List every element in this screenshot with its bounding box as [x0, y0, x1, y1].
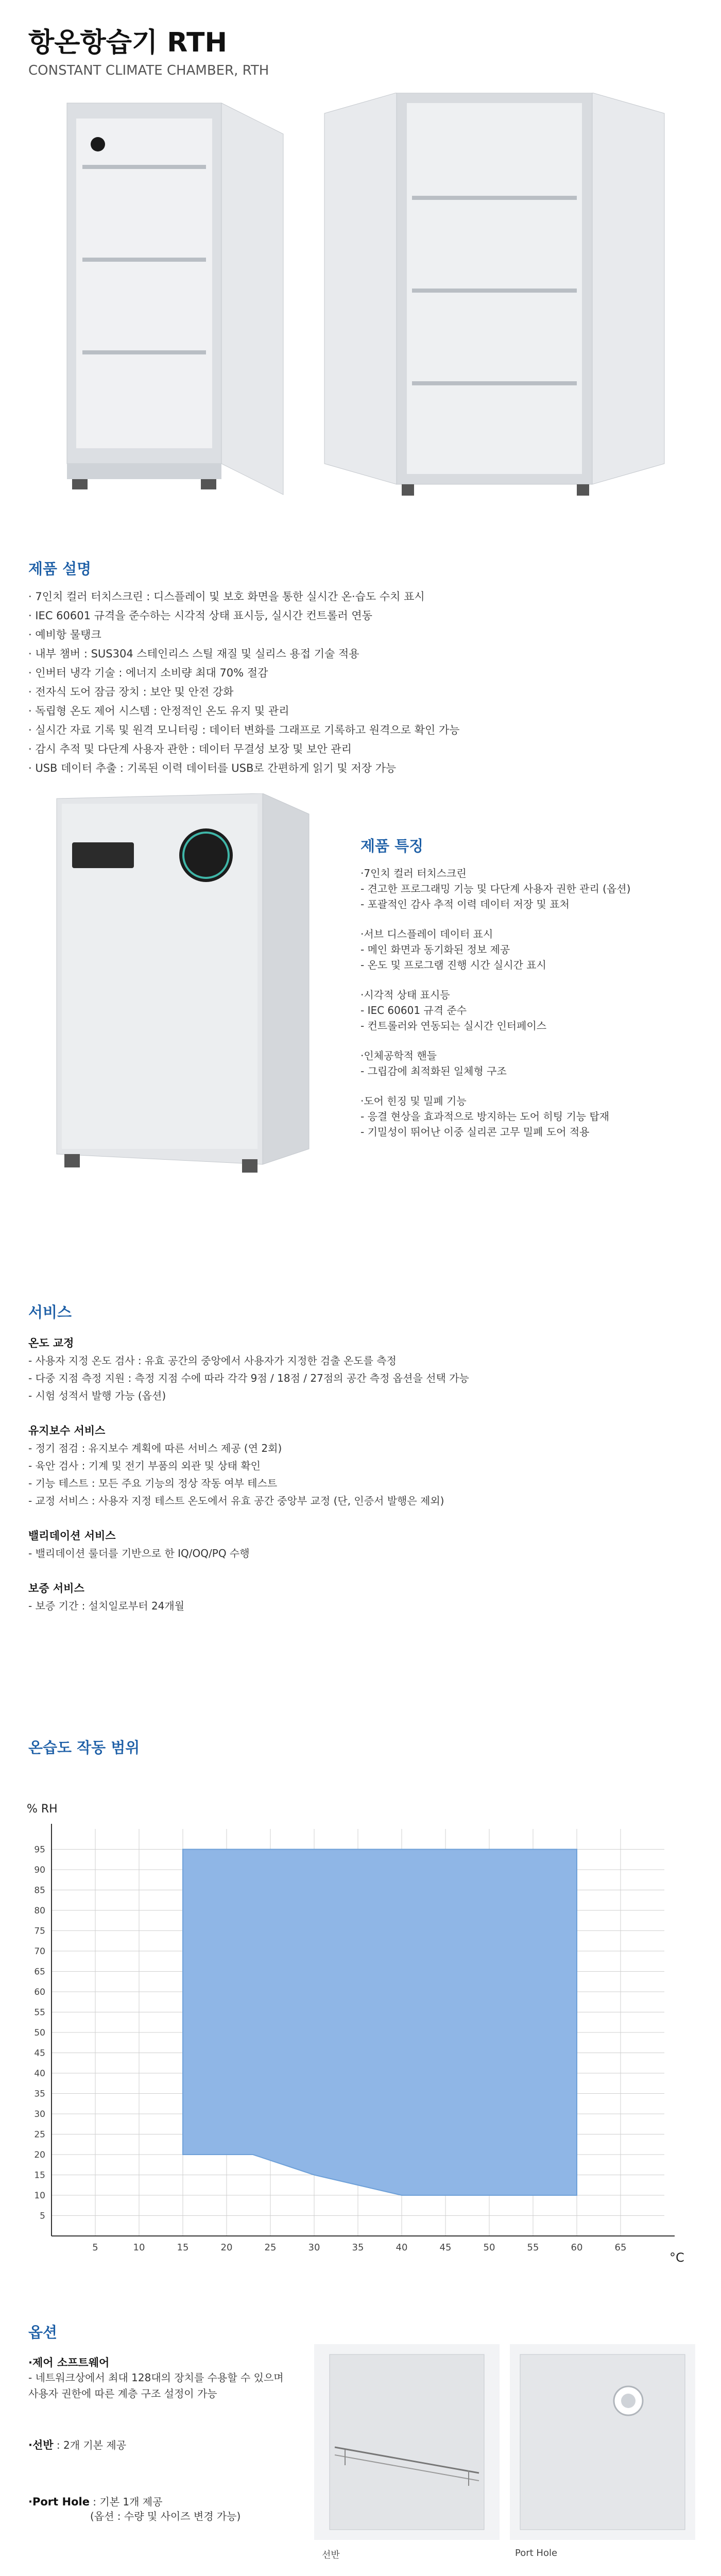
x-tick-label: 20: [220, 2242, 233, 2253]
service-line: - 기능 테스트 : 모든 주요 기능의 정상 작동 여부 테스트: [28, 1477, 278, 1489]
option-line: : 기본 1개 제공: [89, 2496, 163, 2508]
y-tick-label: 65: [34, 1967, 45, 1977]
service-line: - 교정 서비스 : 사용자 지정 테스트 온도에서 유효 공간 중앙부 교정 (단, 인증서 발행은 제외): [28, 1495, 444, 1507]
port-hole-caption: Port Hole: [515, 2548, 558, 2558]
y-tick-label: 25: [34, 2129, 45, 2140]
x-tick-label: 25: [264, 2242, 277, 2253]
service-title: 유지보수 서비스: [28, 1425, 106, 1437]
x-axis-unit: °C: [670, 2250, 684, 2265]
option-line: - 네트워크상에서 최대 128대의 장치를 수용할 수 있으며: [28, 2371, 284, 2384]
y-tick-label: 45: [34, 2048, 45, 2059]
chamber-double-door-image: [324, 93, 664, 496]
x-tick-label: 35: [352, 2242, 364, 2253]
feature-title: ·시각적 상태 표시등: [360, 989, 450, 1001]
y-tick-label: 95: [34, 1844, 45, 1855]
service-line: - 밸리데이션 룰더를 기반으로 한 IQ/OQ/PQ 수행: [28, 1547, 250, 1560]
chamber-open-door-image: [67, 103, 283, 495]
y-tick-label: 60: [34, 1987, 45, 1997]
x-tick-label: 15: [177, 2242, 189, 2253]
feature-title: ·도어 힌징 및 밀폐 기능: [360, 1095, 467, 1107]
y-tick-label: 50: [34, 2028, 45, 2038]
list-item: · 전자식 도어 잠금 장치 : 보안 및 안전 강화: [28, 686, 234, 698]
y-tick-label: 40: [34, 2069, 45, 2079]
service-sections: [28, 1334, 469, 1615]
option-note: (옵션 : 수량 및 사이즈 변경 가능): [90, 2510, 241, 2522]
feature-title: ·인체공학적 핸들: [360, 1049, 437, 1062]
options-port: [28, 2494, 241, 2524]
operating-range-chart: [0, 1783, 721, 2277]
x-tick-label: 50: [483, 2242, 495, 2253]
service-line: - 다중 지점 측정 지원 : 측정 지점 수에 따라 각각 9점 / 18점 / 27점의 공간 측정 옵션을 선택 가능: [28, 1372, 469, 1384]
service-heading: 서비스: [28, 1303, 72, 1321]
list-item: · 인버터 냉각 기술 : 에너지 소비량 최대 70% 절감: [28, 667, 268, 679]
y-tick-label: 5: [40, 2211, 45, 2222]
options-software: [28, 2354, 284, 2402]
x-tick-label: 30: [308, 2242, 320, 2253]
list-item: · 예비항 물탱크: [28, 629, 101, 641]
y-tick-label: 30: [34, 2109, 45, 2120]
x-tick-label: 65: [614, 2242, 627, 2253]
x-tick-label: 60: [571, 2242, 583, 2253]
page-subtitle: CONSTANT CLIMATE CHAMBER, RTH: [28, 63, 269, 78]
option-title: ·선반: [28, 2439, 54, 2451]
shelf-caption: 선반: [322, 2550, 340, 2561]
range-heading: 온습도 작동 범위: [28, 1739, 140, 1756]
feature-line: - IEC 60601 규격 준수: [360, 1004, 467, 1016]
description-heading: 제품 설명: [28, 560, 92, 578]
list-item: · 감시 추적 및 다단계 사용자 관한 : 데이터 무결성 보장 및 보안 관리: [28, 743, 352, 755]
feature-line: - 그립감에 최적화된 일체형 구조: [360, 1065, 507, 1077]
y-tick-label: 20: [34, 2150, 45, 2160]
y-tick-label: 80: [34, 1906, 45, 1916]
y-tick-label: 35: [34, 2089, 45, 2099]
page-title: 항온항습기 RTH: [28, 27, 227, 58]
list-item: · IEC 60601 규격을 준수하는 시각적 상태 표시등, 실시간 컨트롤러 연동: [28, 609, 372, 622]
service-title: 밸리데이션 서비스: [28, 1530, 116, 1542]
x-tick-label: 5: [92, 2242, 98, 2253]
operating-range-area: [183, 1850, 577, 2196]
y-tick-label: 85: [34, 1885, 45, 1896]
feature-group: [360, 866, 630, 912]
feature-group: [360, 1093, 630, 1140]
feature-title: ·7인치 컬러 터치스크린: [360, 867, 467, 879]
list-item: · 7인치 컬러 터치스크린 : 디스플레이 및 보호 화면을 통한 실시간 온·습도 수치 표시: [28, 590, 425, 603]
port-hole-image: [510, 2344, 695, 2540]
shelf-image: [314, 2344, 500, 2540]
x-tick-label: 40: [396, 2242, 408, 2253]
options-heading: 옵션: [28, 2324, 58, 2341]
service-line: - 시험 성적서 발행 가능 (옵션): [28, 1389, 166, 1402]
list-item: · 내부 챔버 : SUS304 스테인리스 스틸 재질 및 실리스 용접 기술 적용: [28, 648, 359, 660]
list-item: · 실시간 자료 기록 및 원격 모니터링 : 데이터 변화를 그래프로 기록하고 원격으로 확인 가능: [28, 724, 460, 736]
feature-line: - 응결 현상을 효과적으로 방지하는 도어 히팅 기능 탑재: [360, 1110, 610, 1123]
option-line: 사용자 권한에 따른 계층 구조 설정이 가능: [28, 2387, 217, 2400]
y-tick-label: 55: [34, 2007, 45, 2018]
description-list: [28, 587, 460, 778]
features-list: [360, 866, 630, 1154]
service-line: - 사용자 지정 온도 검사 : 유효 공간의 중앙에서 사용자가 지정한 검출 온도를 측정: [28, 1354, 397, 1367]
y-tick-label: 75: [34, 1926, 45, 1937]
feature-line: - 기밀성이 뛰어난 이중 실리콘 고무 밀폐 도어 적용: [360, 1126, 590, 1138]
service-title: 온도 교정: [28, 1337, 74, 1349]
service-line: - 보증 기간 : 설치일로부터 24개월: [28, 1600, 185, 1612]
feature-line: - 컨트롤러와 연동되는 실시간 인터페이스: [360, 1020, 547, 1032]
chamber-front-image: [36, 793, 324, 1185]
y-tick-label: 15: [34, 2170, 45, 2181]
service-title: 보증 서비스: [28, 1582, 84, 1595]
option-line: : 2개 기본 제공: [53, 2439, 127, 2451]
feature-line: - 온도 및 프로그램 진행 시간 실시간 표시: [360, 959, 546, 971]
y-tick-label: 10: [34, 2191, 45, 2201]
feature-group: [360, 926, 630, 973]
option-title: ·Port Hole: [28, 2496, 90, 2508]
feature-line: - 포괄적인 감사 추적 이력 데이터 저장 및 표처: [360, 898, 570, 910]
y-axis-label: % RH: [27, 1803, 58, 1816]
feature-title: ·서브 디스플레이 데이터 표시: [360, 928, 493, 940]
feature-group: [360, 987, 630, 1033]
service-line: - 육안 검사 : 기계 및 전기 부품의 외관 및 상태 확인: [28, 1460, 261, 1472]
y-tick-label: 70: [34, 1946, 45, 1957]
hero-product-images: [36, 93, 706, 526]
features-heading: 제품 특징: [360, 837, 424, 855]
option-title: ·제어 소프트웨어: [28, 2357, 110, 2369]
feature-line: - 메인 화면과 동기화된 정보 제공: [360, 943, 510, 956]
service-line: - 정기 점검 : 유지보수 계획에 따른 서비스 제공 (연 2회): [28, 1442, 282, 1454]
x-tick-label: 55: [527, 2242, 539, 2253]
feature-line: - 견고한 프로그래밍 기능 및 다단계 사용자 권한 관리 (옵션): [360, 883, 631, 895]
list-item: · USB 데이터 추출 : 기록된 이력 데이터를 USB로 간편하게 읽기 및 저장 가능: [28, 762, 397, 774]
x-tick-label: 45: [439, 2242, 452, 2253]
options-shelf: [28, 2437, 126, 2452]
x-tick-label: 10: [133, 2242, 145, 2253]
list-item: · 독립형 온도 제어 시스템 : 안정적인 온도 유지 및 관리: [28, 705, 289, 717]
feature-group: [360, 1048, 630, 1079]
y-tick-label: 90: [34, 1865, 45, 1875]
